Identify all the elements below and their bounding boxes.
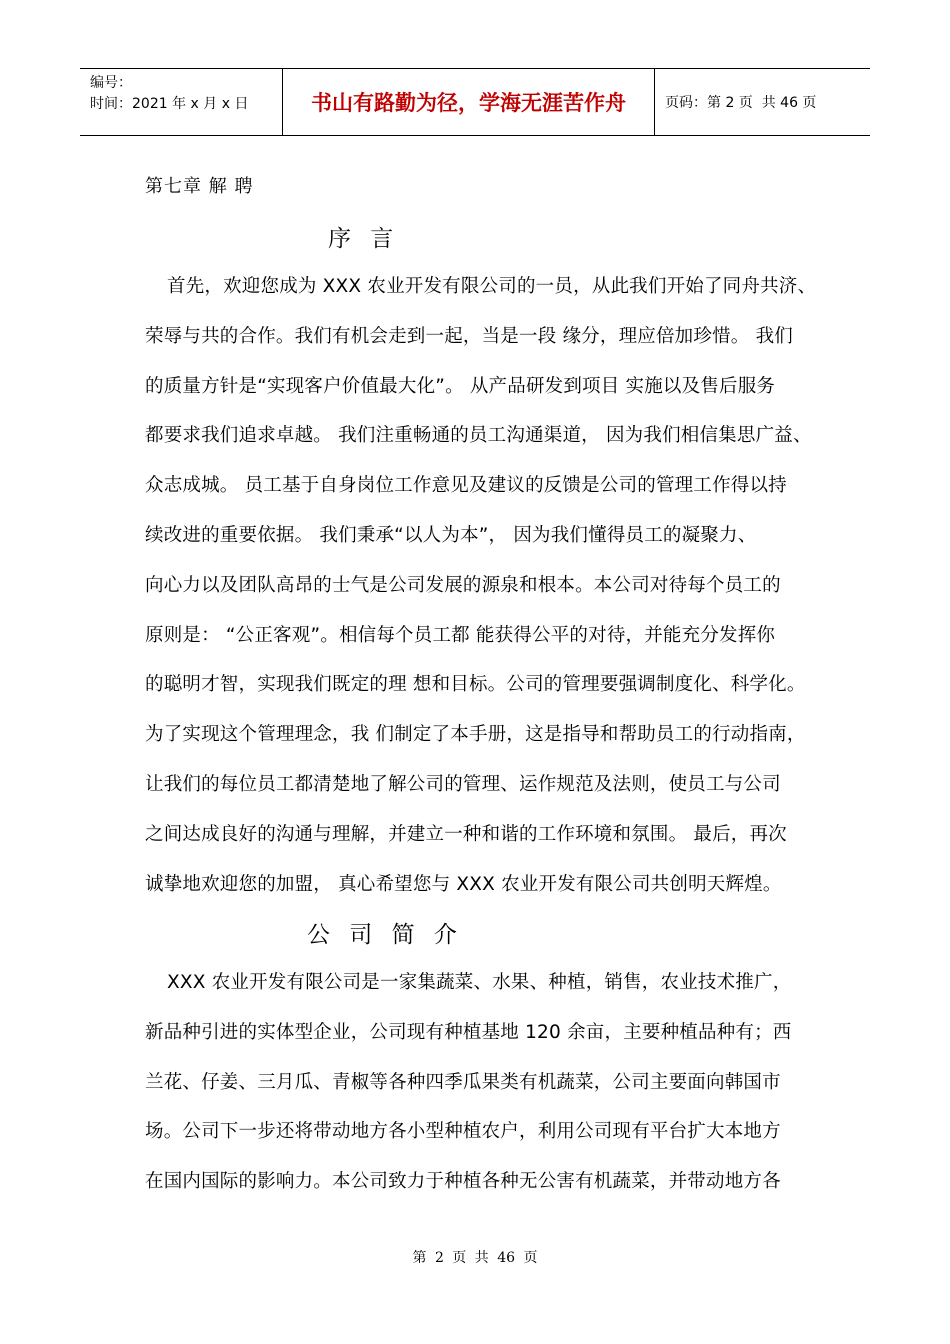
company-line: 场。公司下一步还将带动地方各小型种植农户，利用公司现有平台扩大本地方 — [145, 1121, 781, 1143]
preface-line: 续改进的重要依据。 我们秉承“以人为本”， 因为我们懂得员工的凝聚力、 — [145, 525, 757, 546]
preface-line: 向心力以及团队高昂的士气是公司发展的源泉和根本。本公司对待每个员工的 — [145, 574, 781, 596]
preface-line: 为了实现这个管理理念，我 们制定了本手册，这是指导和帮助员工的行动指南， — [145, 724, 806, 746]
preface-line: 首先，欢迎您成为 XXX 农业开发有限公司的一员，从此我们开始了同舟共济、 — [167, 276, 817, 297]
chapter-heading: 第七章 解 聘 — [145, 176, 254, 197]
preface-line: 诚挚地欢迎您的加盟， 真心希望您与 XXX 农业开发有限公司共创明天辉煌。 — [145, 873, 782, 895]
header-motto: 书山有路勤为径，学海无涯苦作舟 — [282, 69, 655, 135]
preface-line: 让我们的每位员工都清楚地了解公司的管理、运作规范及法则，使员工与公司 — [145, 774, 781, 795]
header-page-number — [655, 69, 870, 135]
time-label: 时间：2021 年 x 月 x 日 — [90, 96, 249, 112]
number-label: 编号： — [90, 75, 132, 91]
preface-line: 之间达成良好的沟通与理解，并建立一种和谐的工作环境和氛围。 最后，再次 — [145, 823, 787, 845]
page-header — [80, 68, 870, 136]
preface-line: 众志成城。 员工基于自身岗位工作意见及建议的反馈是公司的管理工作得以持 — [145, 475, 787, 497]
header-meta — [80, 69, 282, 135]
preface-line: 荣辱与共的合作。我们有机会走到一起，当是一段 缘分，理应倍加珍惜。 我们 — [145, 325, 793, 347]
page-label: 页码：第 2 页 共 46 页 — [665, 95, 817, 111]
preface-line: 的聪明才智，实现我们既定的理 想和目标。公司的管理要强调制度化、科学化。 — [145, 674, 806, 696]
preface-line: 都要求我们追求卓越。 我们注重畅通的员工沟通渠道， 因为我们相信集思广益、 — [145, 425, 812, 447]
company-line: 兰花、仔姜、三月瓜、青椒等各种四季瓜果类有机蔬菜，公司主要面向韩国市 — [145, 1071, 781, 1093]
company-line: XXX 农业开发有限公司是一家集蔬菜、水果、种植，销售，农业技术推广， — [167, 972, 792, 993]
company-line: 在国内国际的影响力。本公司致力于种植各种无公害有机蔬菜，并带动地方各 — [145, 1171, 781, 1193]
preface-title: 序 言 — [328, 226, 400, 252]
page-footer: 第 2 页 共 46 页 — [412, 1250, 538, 1266]
preface-line: 原则是： “公正客观”。相信每个员工都 能获得公平的对待，并能充分发挥你 — [145, 624, 776, 646]
company-line: 新品种引进的实体型企业，公司现有种植基地 120 余亩，主要种植品种有；西 — [145, 1021, 792, 1043]
preface-line: 的质量方针是“实现客户价值最大化”。 从产品研发到项目 实施以及售后服务 — [145, 375, 776, 397]
company-intro-title: 公 司 简 介 — [307, 922, 463, 948]
